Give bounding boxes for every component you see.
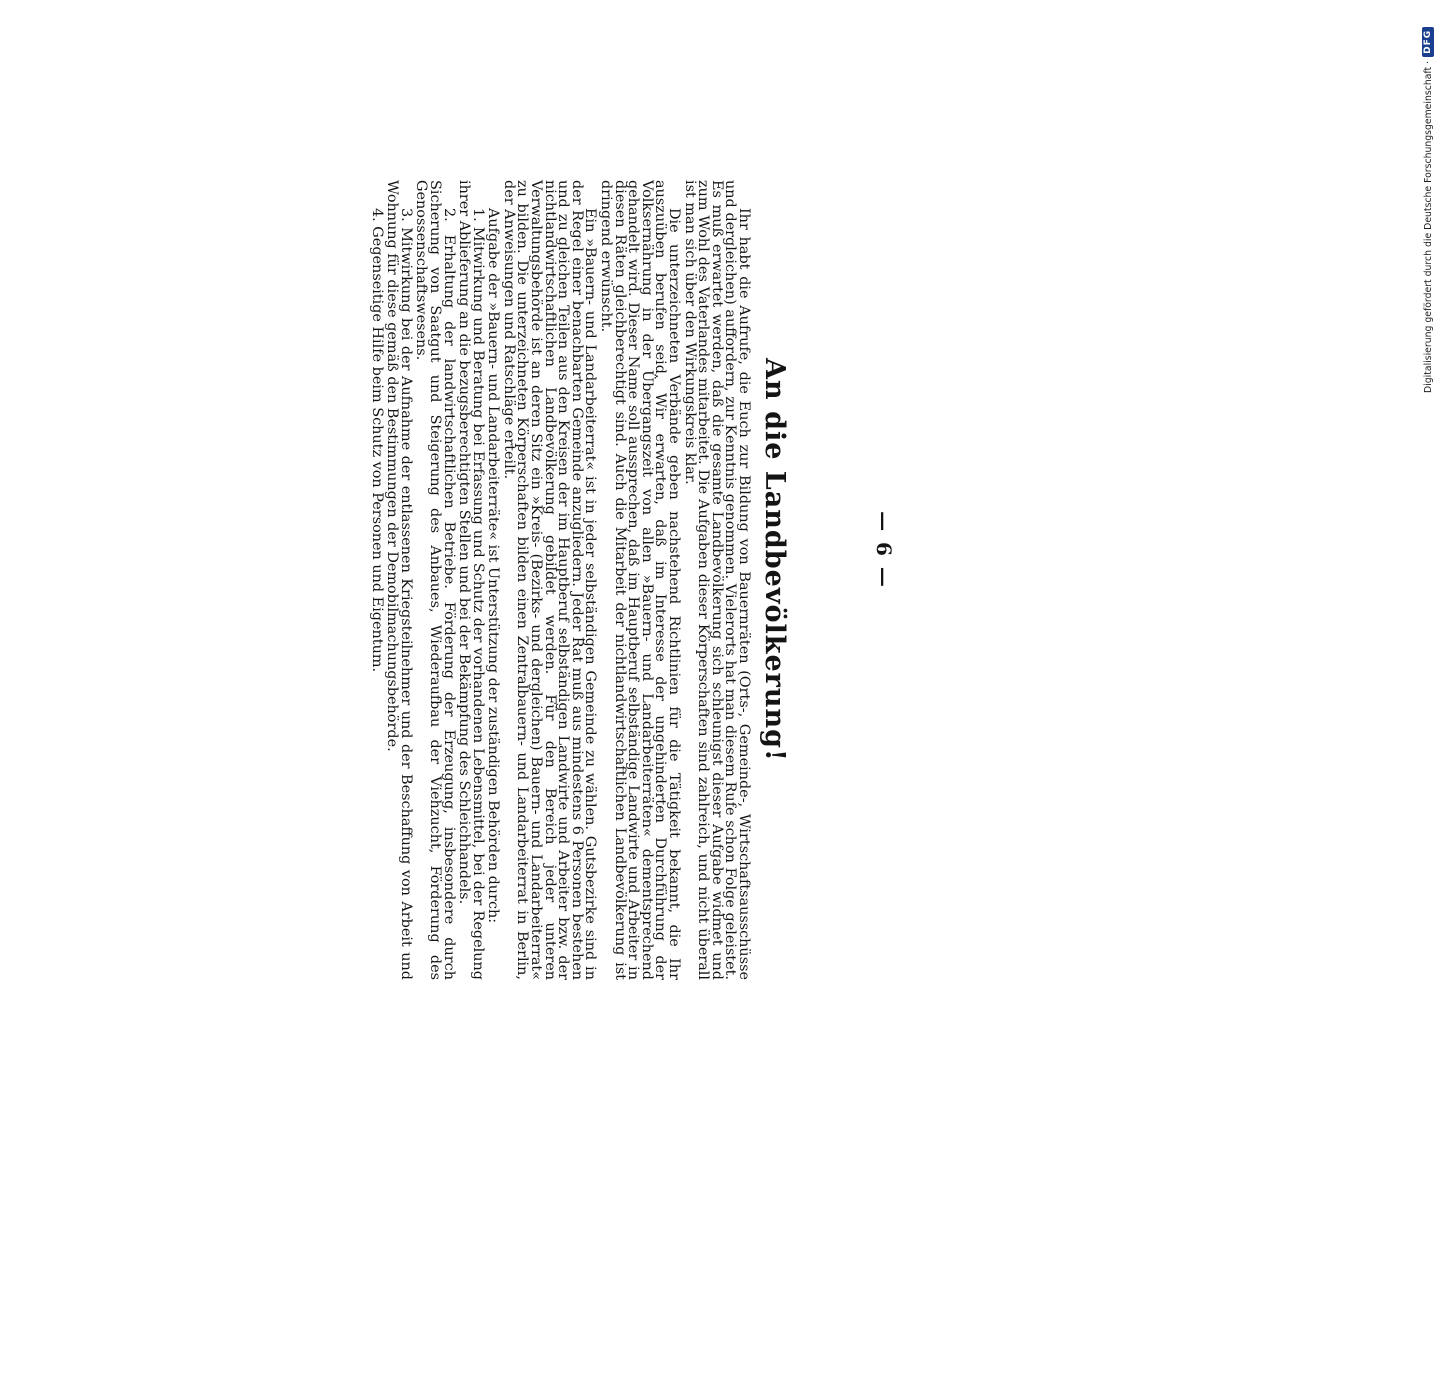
paragraph: Aufgabe der »Bauern- und Landarbeiterräte« ist Unterstützung der zuständigen Behörden durch: [485, 208, 502, 924]
page-title: An die Landbevölkerung! [759, 358, 790, 762]
page-number: — 6 — [872, 511, 896, 589]
paragraph: Die unterzeichneten Verbände geben nachstehend Richtlinien für die Tätigkeit bekannt, die Ihr auszuüben berufen seid. Wir erwarten, daß im Interesse der ungehinderten Durchführung der Volksernährung in der Übergangszeit von allen »Bauern- und Landarbeiterräten« dementsprechend gehandelt wird. Dieser Name soll aussprechen, daß im Hauptberuf selbständige Landwirte und Arbeiter in diesen Räten gleichberechtigt sind. Auch die Mitarbeit der nichtlandwirtschaftlichen Landbevölkerung ist dringend erwünscht. [598, 180, 683, 980]
digitisation-notice [1418, 8, 1434, 393]
task-item: 4. Gegenseitige Hilfe beim Schutz von Personen und Eigentum. [368, 208, 385, 673]
digitisation-text: Digitalisierung gefördert durch die Deutsche Forschungsgemeinschaft · [1422, 60, 1434, 393]
body-text [367, 180, 750, 980]
document-page [100, 160, 900, 1380]
task-item: 2. Erhaltung der landwirtschaftlichen Betriebe. Förderung der Erzeugung, insbesondere durch Sicherung von Saatgut und Steigerung des Anbaues, Wiederaufbau der Viehzucht, Förderung des Genossenschaftswesens. [413, 180, 457, 980]
task-item: 3. Mitwirkung bei der Aufnahme der entlassenen Kriegsteilnehmer und der Beschaffung von Arbeit und Wohnung für diese gemäß den Bestimmungen der Demobilmachungsbehörde. [384, 180, 414, 980]
paragraph: Ein »Bauern- und Landarbeiterrat« ist in jeder selbständigen Gemeinde zu wählen. Gutsbezirke sind in der Regel einer benachbarten Gemeinde anzugliedern. Jeder Rat muß aus mindestens 6 Personen bestehen und zu gleichen Teilen aus den Kreisen der im Hauptberuf selbständigen Landwirte und Arbeiter bzw. der nichtlandwirtschaftlichen Landbevölkerung gebildet werden. Für den Bereich jeder unteren Verwaltungsbehörde ist an deren Sitz ein »Kreis- (Bezirks- und dergleichen) Bauern- und Landarbeiterrat« zu bilden. Die unterzeichneten Körperschaften bilden einen Zentralbauern- und Landarbeiterrat in Berlin, der Anweisungen und Ratschläge erteilt. [500, 180, 599, 980]
paragraph: Ihr habt die Aufrufe, die Euch zur Bildung von Bauernräten (Orts-, Gemeinde-, Wirtschaftsausschüsse und dergleichen) auffordern, zur Kenntnis genommen. Vielerorts hat man diesem Rufe schon Folge geleistet. Es muß erwartet werden, daß die gesamte Landbevölkerung sich schleunigst dieser Aufgabe widmet und zum Wohl des Vaterlandes mitarbeitet. Die Aufgaben dieser Körperschaften sind zahlreich, und nicht überall ist man sich über den Wirkungskreis klar. [681, 180, 752, 980]
dfg-logo-icon: DFG [1422, 27, 1434, 57]
task-item: 1. Mitwirkung und Beratung bei Erfassung und Schutz der vorhandenen Lebensmittel, bei der Regelung ihrer Ablieferung an die bezugsberechtigten Stellen und bei der Bekämpfung des Schleichhandels. [456, 180, 486, 980]
